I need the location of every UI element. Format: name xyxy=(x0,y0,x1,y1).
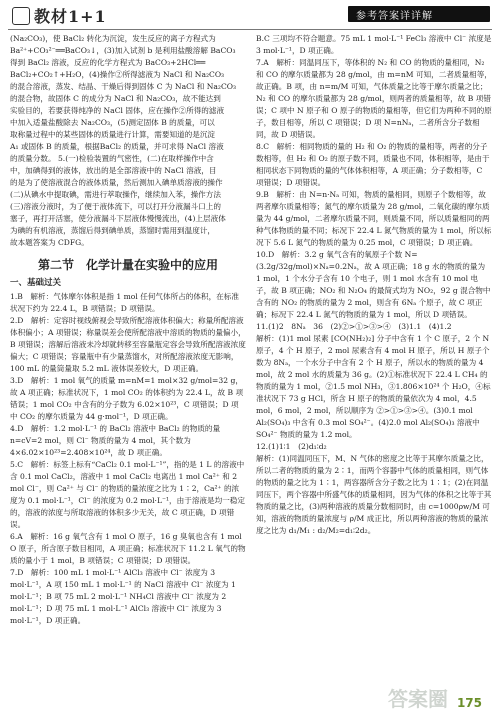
left-line: (三)溶液分液时，为了便于液体流下，可以打开分液漏斗口上的 xyxy=(10,202,221,211)
brand-title: 教材1+1 xyxy=(34,7,107,26)
answer-item: 解析：(1)1 mol 尿素 [CO(NH₂)₂] 分子中含有 1 个 C 原子，2 个 N 原子，4 个 H 原子，2 mol 尿素含有 4 mol H 原子，所以 H 原子个数为 8Nₐ，一个水分子中含有 2 个 H 原子，所以水的物质的量为 4 mol，故 2 mol 水的质量为 36 g。(2)①标准状况下 22.4 L CH₄ 的物质的量为 1 mol，②1.5 mol NH₃，③1.806×10²⁴ 个 H₂O，④标准状况下 73 g HCl，所含 H 原子的物质的量依次为 4 mol，4.5 mol，6 mol，2 mol，所以顺序为 ②>①>③>④。(3)0.1 mol Al₂(SO₄)₃ 中含有 0.3 mol SO₄²⁻。(4)2.0 mol Al₂(SO₄)₃ 溶液中 SO₄²⁻ 物质的量为 1.2 mol。 xyxy=(256,334,491,439)
header-band-text: 参考答案详详解 xyxy=(356,11,433,22)
left-line: 塞子，再打开活塞，使分液漏斗下层液体慢慢流出，(4)上层液体 xyxy=(10,214,226,223)
page-header xyxy=(0,0,500,28)
watermark: 答案圈 xyxy=(388,687,448,711)
left-line: 的混合溶液，蒸发、结晶、干燥后得到固体 C 为 NaCl 和 Na₂CO₃ xyxy=(10,82,237,91)
answer-item: 3.D 解析：1 mol 氧气的质量 m=nM=1 mol×32 g/mol=32 g，故 A 项正确；标准状况下，1 mol CO₂ 的体积约为 22.4 L，故 B 项错误；1 mol CO₂ 中含有的分子数为 6.02×10²³，C 项错误；D 项中 CO₂ 的摩尔质量为 44 g·mol⁻¹，D 项正确。 xyxy=(10,376,244,421)
header-rule xyxy=(8,29,492,30)
left-line: 实验目的，若要获得纯净的 NaCl 固体，应在操作②所得的滤液 xyxy=(10,106,225,115)
answer-item: 10.D 解析：3.2 g 氧气含有的氧原子个数 N=(3.2g/32g/mol)×Nₐ=0.2Nₐ，故 A 项正确；18 g 水的物质的量为 1 mol，1 个水分子含有 10 个电子，则 1 mol 水含有 10 mol 电子，故 B 项正确；NO₂ 和 N₂O₄ 的最简式均为 NO₂，92 g 混合物中含有的 NO₂ 的物质的量为 2 mol，则含有 6Nₐ 个原子，故 C 项正确；标况下 22.4 L 氮气的物质的量为 1 mol，所以 D 项错误。 xyxy=(256,250,491,319)
left-line: 得到 BaCl₂ 溶液，反应的化学方程式为 BaCO₃+2HCl══ xyxy=(10,58,206,67)
left-line: Ba²⁺+CO₃²⁻══BaCO₃↓，(3)加入试剂 b 是利用盐酸溶解 BaCO₃ xyxy=(10,46,236,55)
left-line: BaCl₂+CO₂↑+H₂O，(4)操作②所得滤液为 NaCl 和 Na₂CO₃ xyxy=(10,70,225,79)
left-column xyxy=(10,33,246,627)
brand-logo xyxy=(12,4,107,27)
left-line: (二)从碘水中提取碘，需进行萃取操作，继续加入苯，操作方法 xyxy=(10,190,221,199)
left-line: 取称量过程中的某些固体的质量进行计算，需要知道的是沉淀 xyxy=(10,130,216,139)
left-line: 中加入适量盐酸除去 Na₂CO₃，(5)测定固体 B 的质量，可以 xyxy=(10,118,215,127)
subsection-heading: 一、基础过关 xyxy=(10,278,62,288)
left-line: (Na₂CO₃)，使 BaCl₂ 转化为沉淀，发生反应的离子方程式为 xyxy=(10,34,216,43)
header-band xyxy=(348,6,490,22)
left-line: A₁ 或固体 B 的质量，根据BaCl₂ 的质量，并可求得 NaCl 溶液 xyxy=(10,142,224,151)
brand-icon xyxy=(12,7,30,25)
answer-item: 4.D 解析：1.2 mol·L⁻¹ 的 BaCl₂ 溶液中 BaCl₂ 的物质的量 n=cV=2 mol，则 Cl⁻ 物质的量为 4 mol，其个数为 4×6.02×10²³=2.408×10²⁴，故 D 项正确。 xyxy=(10,424,221,457)
left-line: 的混合物，故固体 C 的成分为 NaCl 和 Na₂CO₃，故不能达到 xyxy=(10,94,221,103)
left-line: 为碘的有机溶液，蒸馏后得到碘单质，蒸馏时需用到温度计， xyxy=(10,226,216,235)
section-title: 第二节 化学计量在实验中的应用 xyxy=(37,258,218,272)
answer-item: 11.(1)2 8Nₐ 36 (2)②>①>③>④ (3)1.1 (4)1.2 xyxy=(256,322,452,331)
answer-item: 5.C 解析：标签上标有“CaCl₂ 0.1 mol·L⁻¹”，指的是 1 L 的溶液中含 0.1 mol CaCl₂，溶液中 1 mol CaCl₂ 电离出 1 mol Ca²⁺ 和 2 mol Cl⁻，则 Ca²⁺ 与 Cl⁻ 的物质的量浓度之比为 1∶2，Ca²⁺ 的浓度为 0.1 mol·L⁻¹，Cl⁻ 的浓度为 0.2 mol·L⁻¹，由于溶液是均一稳定的，溶液的浓度与所取溶液的体积多少无关，故 C 项正确，D 项错误。 xyxy=(10,460,245,529)
answer-item: 7.D 解析：100 mL 1 mol·L⁻¹ AlCl₃ 溶液中 Cl⁻ 浓度为 3 mol·L⁻¹，A 项 150 mL 1 mol·L⁻¹ 的 NaCl 溶液中 Cl⁻ 浓度为 1 mol·L⁻¹；B 项 75 mL 2 mol·L⁻¹ NH₄Cl 溶液中 Cl⁻ 浓度为 2 mol·L⁻¹；D 项 75 mL 1 mol·L⁻¹ AlCl₃ 溶液中 Cl⁻ 浓度为 3 mol·L⁻¹，D 项正确。 xyxy=(10,568,236,625)
left-line: 中，加碘得到的液体，放出的是全部溶液中的 NaCl 溶液，目 xyxy=(10,166,217,175)
left-line: 的质量分数。 5.(一)检验装置的气密性，(二)在取样操作中含 xyxy=(10,154,214,163)
answer-item: B.C 三项均不符合题意。75 mL 1 mol·L⁻¹ FeCl₃ 溶液中 Cl⁻ 浓度是 3 mol·L⁻¹，D 项正确。 xyxy=(256,34,492,55)
answer-item: 6.A 解析：16 g 氧气含有 1 mol O 原子，16 g 臭氧也含有 1 mol O 原子，所含原子数目相同，A 项正确；标准状况下 11.2 L 氧气的物质的量小于 1 mol，B 项错误；C 项错误；D 项错误。 xyxy=(10,532,246,565)
left-line: 故本题答案为 CDFG。 xyxy=(10,238,89,247)
answer-item: 7.A 解析：同温同压下，等体积的 N₂ 和 CO 的物质的量相同，N₂ 和 CO 的摩尔质量都为 28 g/mol，由 m=nM 可知，二者质量相等，故正确。B 项，由 n=m/M 可知，气体质量之比等于摩尔质量之比；N₂ 和 CO 的摩尔质量都为 28 g/mol，则两者的质量相等，故 B 项错误；C 项中 N 原子和 O 原子的物质的量相等，但它们为两种不同的原子，数目相等，所以 C 项错误；D 项 N=nNₐ，二者所含分子数相同，故 D 项错误。 xyxy=(256,58,492,139)
answer-item: 1.B 解析：气体摩尔体积是指 1 mol 任何气体所占的体积，在标准状况下约为 22.4 L，B 项错误；D 项错误。 xyxy=(10,292,239,313)
left-line: 的是为了使溶液混合的液体质量，然后测加入碘单质溶液的操作 xyxy=(10,178,223,187)
answer-item: 12.(1)1∶1 (2)d₁∶d₂ xyxy=(256,442,327,451)
right-column xyxy=(256,33,492,537)
answer-item: 解析：(1)同温同压下，M、N 气体的密度之比等于其摩尔质量之比，所以二者的物质的量为 2∶1，而两个容器中气体的质量相同，则气体的物质的量之比为 1∶1，两容器所含分子数之比为 1∶1；(2)在同温同压下，两个容器中所盛气体的质量相同，因为气体的体积之比等于其物质的量之比，(3)两种溶液的质量分数相同时，由 c=1000ρw/M 可知，溶液的物质的量浓度与 ρ/M 成正比，所以两种溶液的物质的量浓度之比为 d₁/M₁ : d₂/M₂=d₁∶2d₂。 xyxy=(256,454,492,535)
page-number: 175 xyxy=(456,696,482,710)
answer-item: 9.B 解析：由 N=n·Nₐ 可知，物质的量相同，则原子个数相等，故两者摩尔质量相等；氮气的摩尔质量为 28 g/mol，二氧化碳的摩尔质量为 44 g/mol，二者摩尔质量不同，则质量不同，所以质量相同的两种气体物质的量不同；标况下 22.4 L 氮气物质的量为 1 mol，所以标况下 5.6 L 氮气的物质的量为 0.25 mol，C 项错误；D 项正确。 xyxy=(256,190,492,247)
answer-item: 8.C 解析：相同物质的量的 H₂ 和 O₂ 的物质的量相等，两者的分子数相等，但 H₂ 和 O₂ 的原子数不同，质量也不同，体积相等，是由于相同状态下同物质的量的气体体积相等，A 项正确；分子数相等，C 项错误；D 项错误。 xyxy=(256,142,490,187)
answer-item: 2.D 解析：定容时视线俯视会导致所配溶液体积偏大；称量所配溶液体积偏小；A 项错误；称量误差会使所配溶液中溶质的物质的量偏小，B 项错误；溶解后溶液未冷却就转移至容量瓶定容会导致所配溶液浓度偏大；C 项错误；容量瓶中有少量蒸馏水，对所配溶液浓度无影响，100 mL 的量筒量取 5.2 mL 液体误差较大，D 项正确。 xyxy=(10,316,246,373)
